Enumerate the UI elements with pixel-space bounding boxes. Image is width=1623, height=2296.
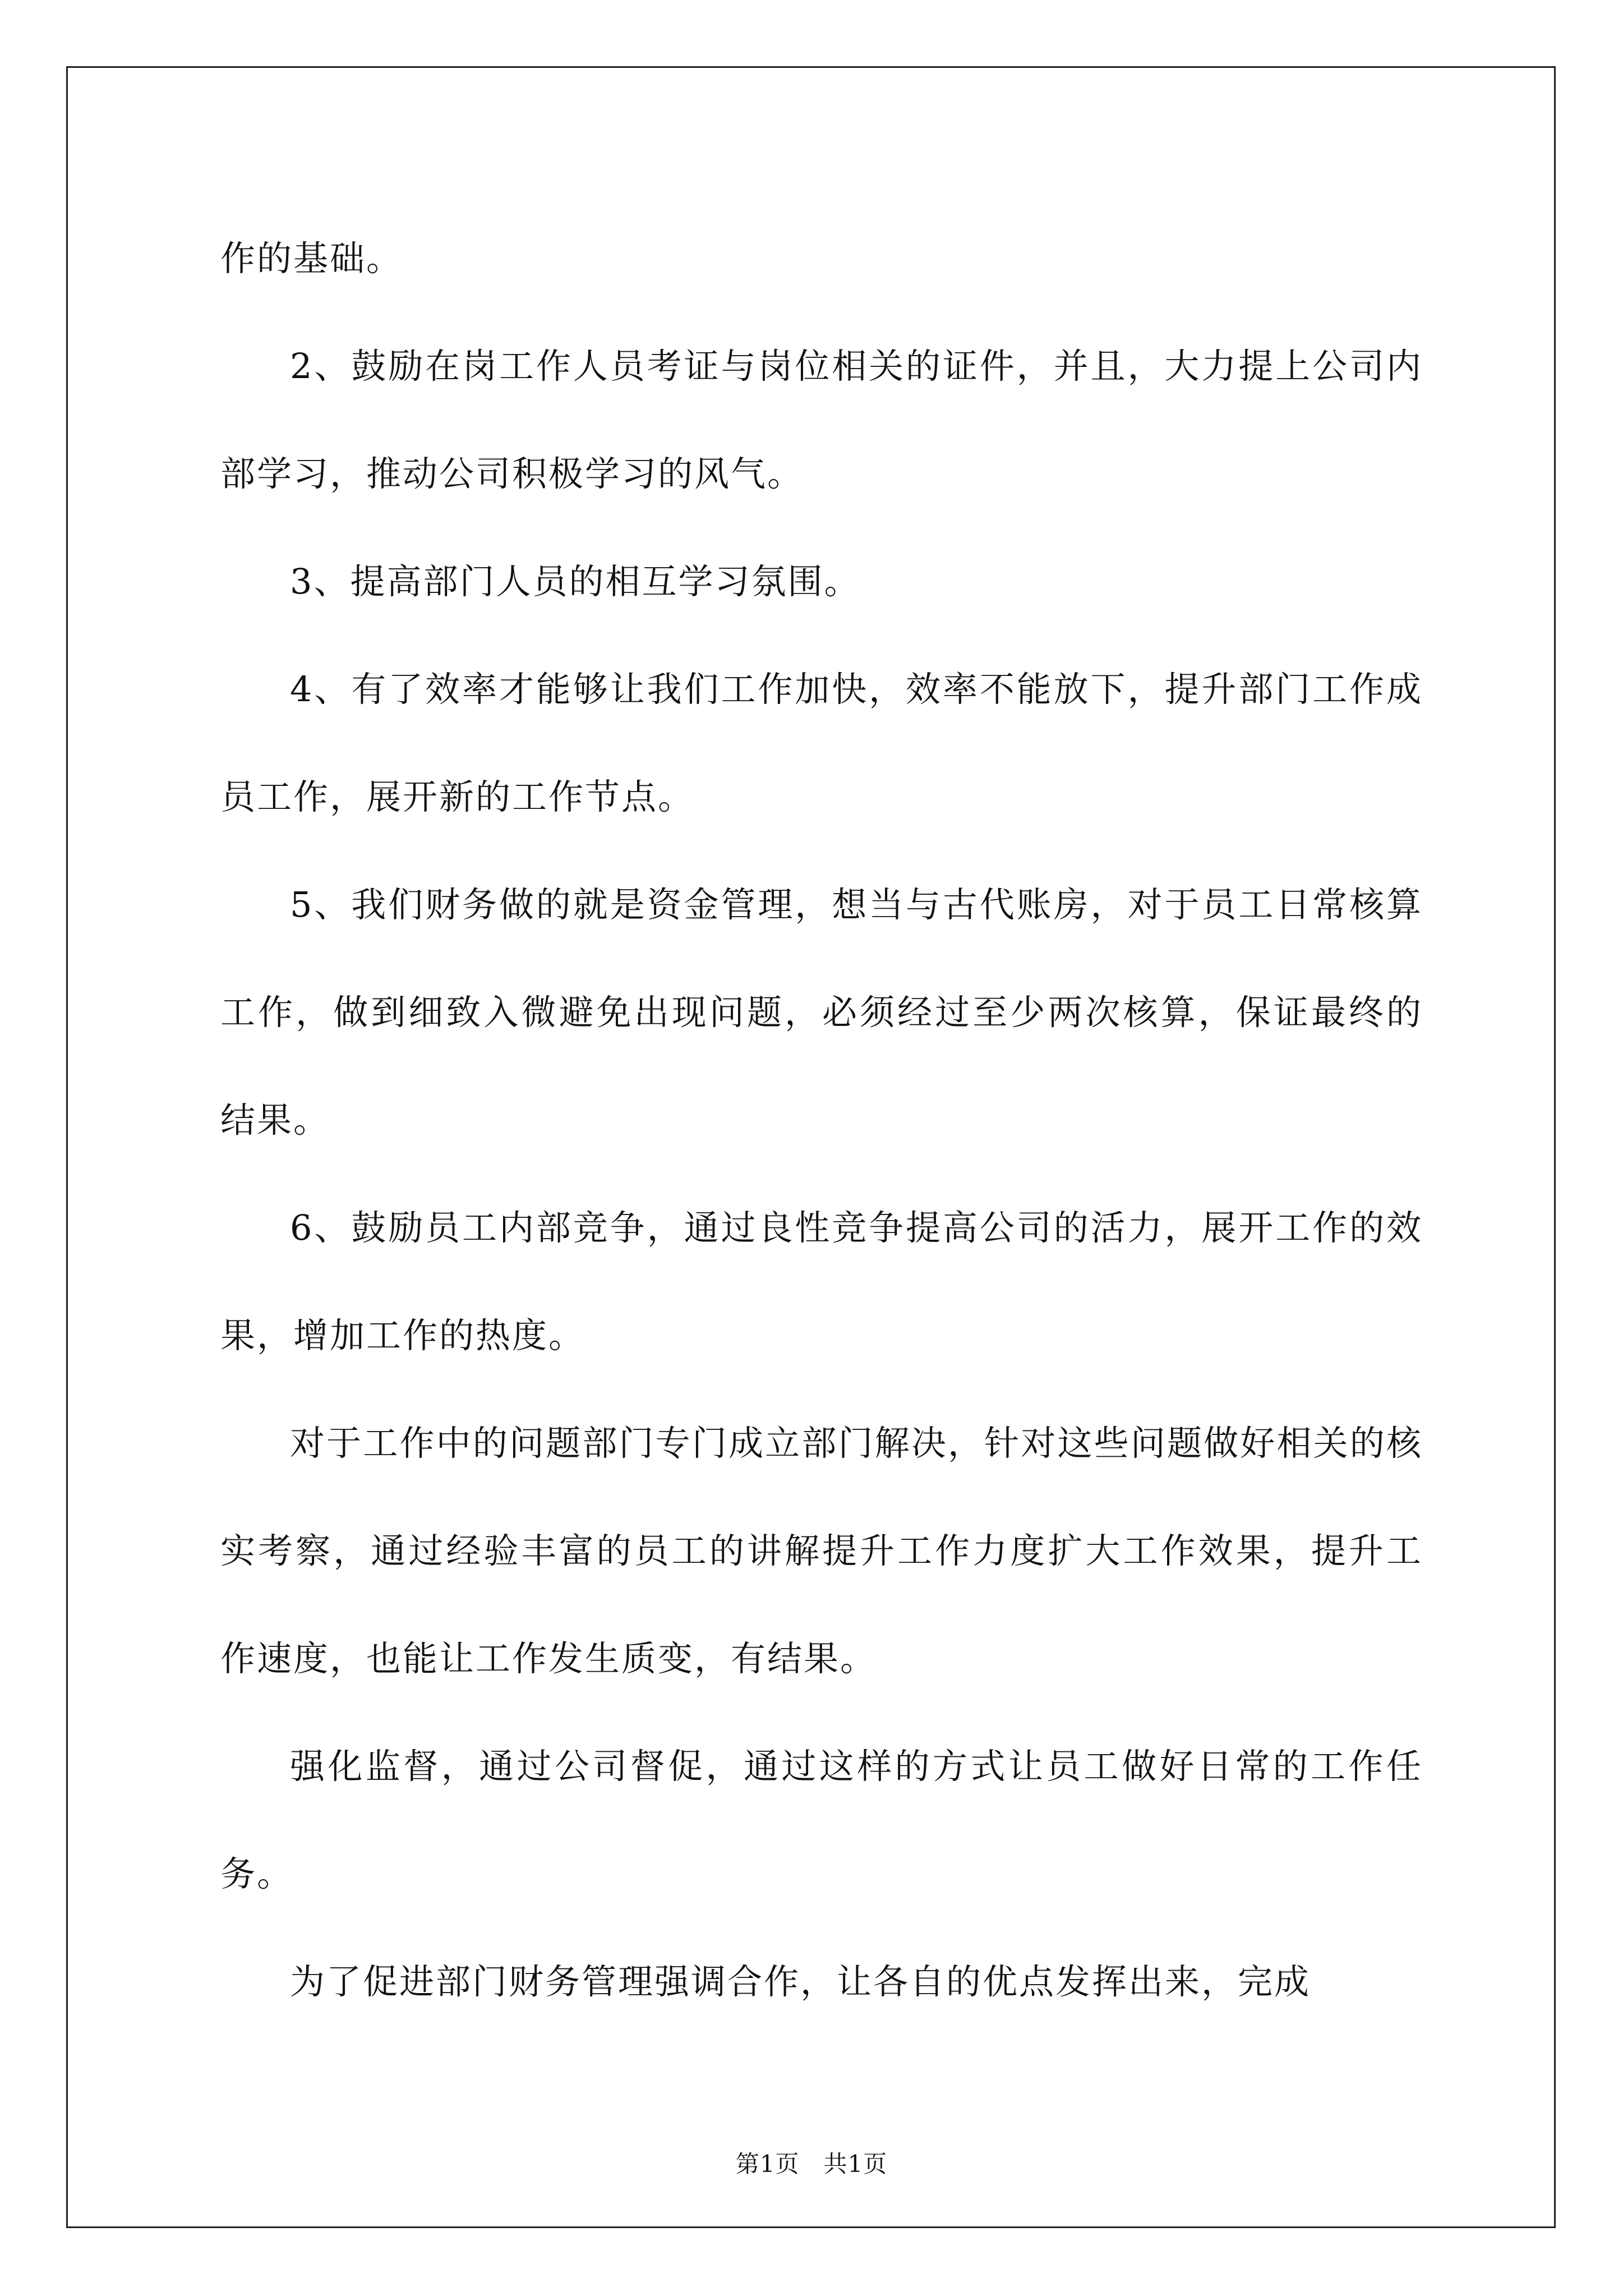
- paragraph-item-2: 2、鼓励在岗工作人员考证与岗位相关的证件，并且，大力提上公司内部学习，推动公司积极学习的风气。: [220, 346, 1423, 494]
- paragraph-item-5: 5、我们财务做的就是资金管理，想当与古代账房，对于员工日常核算工作，做到细致入微避免出现问题，必须经过至少两次核算，保证最终的结果。: [220, 884, 1423, 1140]
- paragraph-supervision: 强化监督，通过公司督促，通过这样的方式让员工做好日常的工作任务。: [220, 1746, 1423, 1894]
- paragraph-item-4: 4、有了效率才能够让我们工作加快，效率不能放下，提升部门工作成员工作，展开新的工作节点。: [220, 669, 1423, 817]
- paragraph-item-6: 6、鼓励员工内部竞争，通过良性竞争提高公司的活力，展开工作的效果，增加工作的热度。: [220, 1207, 1423, 1356]
- paragraph-cooperation: 为了促进部门财务管理强调合作，让各自的优点发挥出来，完成: [290, 1961, 1311, 2002]
- page-footer: 第1页 共1页: [735, 2150, 888, 2178]
- paragraph-continuation: 作的基础。: [220, 238, 403, 279]
- paragraph-item-3: 3、提高部门人员的相互学习氛围。: [290, 561, 861, 602]
- paragraph-problem-solving: 对于工作中的问题部门专门成立部门解决，针对这些问题做好相关的核实考察，通过经验丰富的员工的讲解提升工作力度扩大工作效果，提升工作速度，也能让工作发生质变，有结果。: [220, 1423, 1423, 1679]
- document-body: [220, 205, 1423, 2036]
